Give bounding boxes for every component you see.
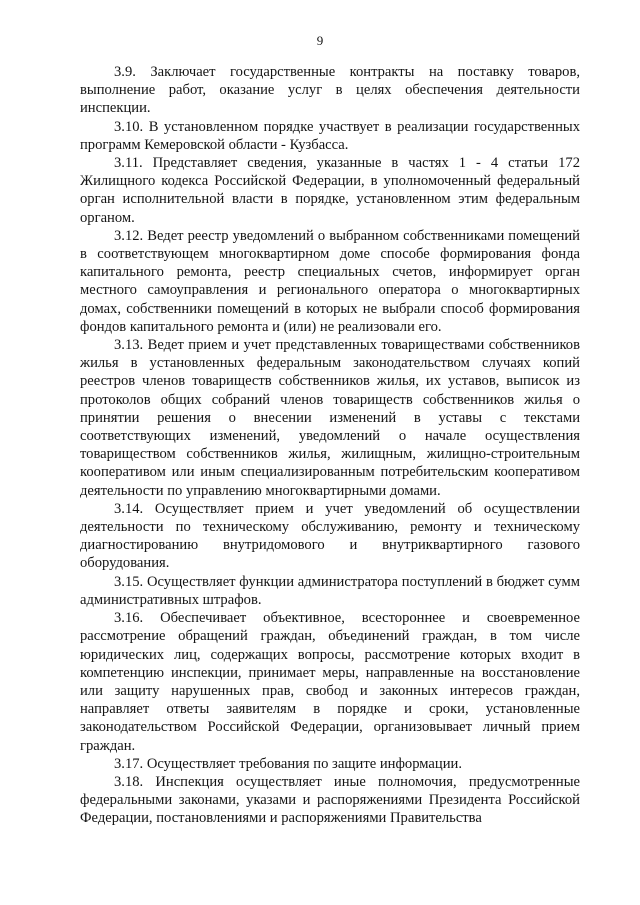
paragraph-3-14: 3.14. Осуществляет прием и учет уведомлений об осуществлении деятельности по техническому обслуживанию, ремонту и техническому диагностированию внутридомового и внутриквартирного газового оборудования.: [80, 500, 580, 572]
paragraph-3-12: 3.12. Ведет реестр уведомлений о выбранном собственниками помещений в соответствующем многоквартирном доме способе формирования фонда капитального ремонта, реестр специальных счетов, информирует орган местного самоуправления и регионального оператора о многоквартирных домах, собственники помещений в которых не выбрали способ формирования фондов капитального ремонта и (или) не реализовали его.: [80, 227, 580, 335]
paragraph-3-17: 3.17. Осуществляет требования по защите информации.: [114, 755, 462, 772]
paragraph-3-10: 3.10. В установленном порядке участвует в реализации государственных программ Кемеровской области - Кузбасса.: [80, 118, 580, 153]
paragraph-3-11: 3.11. Представляет сведения, указанные в частях 1 - 4 статьи 172 Жилищного кодекса Российской Федерации, в уполномоченный федеральный орган исполнительной власти в порядке, установленном этим федеральным органом.: [80, 155, 580, 226]
page-number: 9: [316, 33, 324, 48]
paragraph-3-9: 3.9. Заключает государственные контракты на поставку товаров, выполнение работ, оказание услуг в целях обеспечения деятельности инспекции.: [80, 64, 580, 117]
paragraph-3-13: 3.13. Ведет прием и учет представленных товариществами собственников жилья в установленных федеральным законодательством случаях копий реестров членов товариществ собственников жилья, их уставов, выписок из протоколов общих собраний членов товариществ собственников жилья о принятии решения о внесении изменений в уставы с текстами соответствующих изменений, уведомлений о начале осуществления товариществом собственников жилья, жилищным, жилищно-строительным кооперативом или иным специализированным потребительским кооперативом деятельности по управлению многоквартирными домами.: [80, 337, 580, 499]
paragraph-3-15: 3.15. Осуществляет функции администратора поступлений в бюджет сумм административных штрафов.: [80, 573, 580, 608]
paragraph-3-18: 3.18. Инспекция осуществляет иные полномочия, предусмотренные федеральными законами, указами и распоряжениями Президента Российской Федерации, постановлениями и распоряжениями Правительства: [80, 773, 580, 827]
document-body: [80, 63, 580, 828]
paragraph-3-16: 3.16. Обеспечивает объективное, всестороннее и своевременное рассмотрение обращений граждан, объединений граждан, в том числе юридических лиц, содержащих вопросы, рассмотрение которых входит в компетенцию инспекции, принимает меры, направленные на восстановление или защиту нарушенных прав, свобод и законных интересов граждан, направляет ответы заявителям в порядке и сроки, установленные законодательством Российской Федерации, организовывает личный прием граждан.: [80, 610, 580, 754]
